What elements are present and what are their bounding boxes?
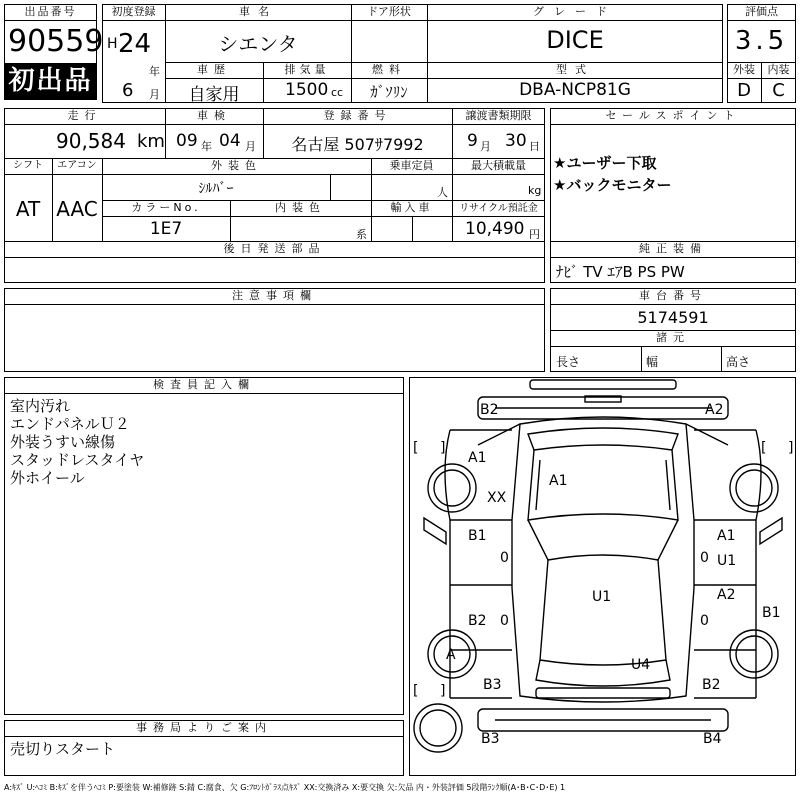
transfer-day-unit: 日 [529,140,540,153]
recycle-value: 10,490 [465,219,525,239]
color-label: 外装色 [211,159,262,172]
load-unit: kg [528,184,542,197]
inspector-line-4: スタッドレスタイヤ [10,451,145,469]
displacement-value: 1500 [285,80,329,100]
displacement-unit: cc [331,86,344,99]
mark-right-side: B1 [762,605,781,621]
first-reg-label: 初度登録 [111,5,156,18]
model-value: DBA-NCP81G [519,80,631,100]
zero-2: 0 [700,550,709,566]
displacement-label: 排気量 [284,63,330,76]
bracket-1: [ [413,440,419,456]
dims-label: 諸元 [656,331,690,344]
bracket-6: ] [440,683,446,699]
import-label: 輸入車 [390,201,433,214]
mileage-value: 90,584 [56,129,126,153]
shift-label: シフト [13,160,43,171]
inspector-line-5: 外ホイール [10,469,85,487]
mark-left-front: XX [487,490,507,506]
sales-point-2: ★バックモニター [553,176,672,194]
ext-label: 外装 [733,63,755,76]
color-no-label: カラーNo. [131,201,201,214]
door-label: ドア形状 [367,5,411,18]
car-name-label: 車名 [239,5,277,18]
score-value: 3.5 [734,26,789,56]
inspector-line-1: 室内汚れ [10,397,71,415]
car-damage-diagram [409,377,796,776]
chassis-value: 5174591 [637,308,709,327]
lot-number: 90559 [8,24,104,59]
mark-left-quarter: B3 [483,677,502,693]
first-listing-badge: 初出品 [5,63,96,99]
mark-left-rear-door: B2 [468,613,487,629]
equipment-label: 純正装備 [639,242,707,255]
capacity-unit: 人 [437,186,448,199]
notes-label: 注意事項欄 [232,289,317,302]
interior-color-label: 内装色 [275,201,326,214]
mark-roof: U1 [592,589,612,605]
inspection-label: 車検 [197,109,231,122]
mark-rear-hatch: U4 [631,657,651,673]
grade-value: DICE [546,26,604,54]
reg-year: 24 [118,29,152,59]
inspection-year: 09 [176,131,198,151]
width-label: 幅 [646,355,659,369]
mark-right-front-door-2: U1 [717,553,737,569]
score-label: 評価点 [745,5,778,18]
shift-value: AT [15,197,41,221]
inspection-year-unit: 年 [201,140,212,153]
mileage-unit: km [137,131,165,152]
grade-label: グレード [533,5,617,18]
transfer-label: 譲渡書類期限 [465,109,532,122]
capacity-label: 乗車定員 [389,159,434,172]
mark-right-quarter: B2 [702,677,721,693]
year-unit: 年 [149,65,160,78]
mark-front-right-bumper: A2 [705,402,724,418]
inspector-line-2: エンドパネルＵ２ [10,415,130,433]
mark-hood: A1 [549,473,568,489]
sales-point-label: セールスポイント [605,109,741,122]
fuel-value: ｶﾞｿﾘﾝ [370,83,408,101]
mark-rear-left-bumper: B3 [481,731,500,747]
car-name: シエンタ [218,32,298,56]
color-value: ｼﾙﾊﾞｰ [198,181,234,197]
history-value: 自家用 [188,85,240,105]
load-label: 最大積載量 [471,159,526,172]
bracket-4: ] [788,440,794,456]
inspector-line-3: 外装うすい線傷 [10,433,116,451]
fuel-label: 燃料 [372,63,406,76]
mark-left-rear-wheel: A [446,647,456,663]
ac-label: エアコン [57,160,97,171]
lot-number-label: 出品番号 [24,5,77,18]
zero-4: 0 [700,613,709,629]
office-label: 事務局よりご案内 [136,721,272,734]
transfer-day: 30 [505,131,527,151]
chassis-label: 車台番号 [639,289,707,302]
zero-3: 0 [500,613,509,629]
length-label: 長さ [556,355,581,369]
legend: A:ｷｽﾞ U:ﾍｺﾐ B:ｷｽﾞを伴うﾍｺﾐ P:要塗装 W:補修跡 S:錆 C:腐食、欠 G:ﾌﾛﾝﾄｶﾞﾗｽ点ｷｽﾞ XX:交換済み X:要交換 欠:欠品 内・外装評価 5段階ﾗﾝｸ順(A･B･C･D･E) 1 [4,783,566,792]
equipment-value: ﾅﾋﾞ TV ｴｱB PS PW [556,263,685,281]
mark-left-front-door: B1 [468,528,487,544]
model-label: 型式 [556,63,594,76]
month-unit: 月 [149,88,160,101]
inspection-month: 04 [219,131,241,151]
later-parts-label: 後日発送部品 [223,242,326,255]
plate-value: 名古屋 507ｻ7992 [291,135,424,154]
mark-left-fender: A1 [468,450,487,466]
zero-1: 0 [500,550,509,566]
interior-color-unit: 系 [356,228,367,241]
bracket-2: ] [440,440,446,456]
history-label: 車歴 [197,63,231,76]
mark-right-rear-door: A2 [717,587,736,603]
transfer-month-unit: 月 [480,140,491,153]
recycle-unit: 円 [529,228,540,241]
mark-rear-right-bumper: B4 [703,731,722,747]
ac-value: AAC [56,197,98,221]
int-label: 内装 [767,63,790,76]
mark-front-left-bumper: B2 [480,402,499,418]
mark-right-front-door: A1 [717,528,736,544]
color-no-value: 1E7 [149,219,183,239]
ext-grade: D [737,80,751,101]
era: H [107,36,118,52]
height-label: 高さ [726,355,751,369]
int-grade: C [772,80,785,101]
inspector-label: 検査員記入欄 [153,378,255,391]
bracket-5: [ [413,683,419,699]
transfer-month: 9 [467,131,478,151]
bracket-3: [ [761,440,767,456]
office-text: 売切りスタート [10,740,116,758]
reg-month: 6 [122,80,134,101]
plate-label: 登録番号 [323,109,392,122]
inspection-month-unit: 月 [245,140,256,153]
recycle-label: リサイクル預託金 [459,203,538,214]
mileage-label: 走行 [67,109,102,122]
sales-point-1: ★ユーザー下取 [553,154,657,172]
